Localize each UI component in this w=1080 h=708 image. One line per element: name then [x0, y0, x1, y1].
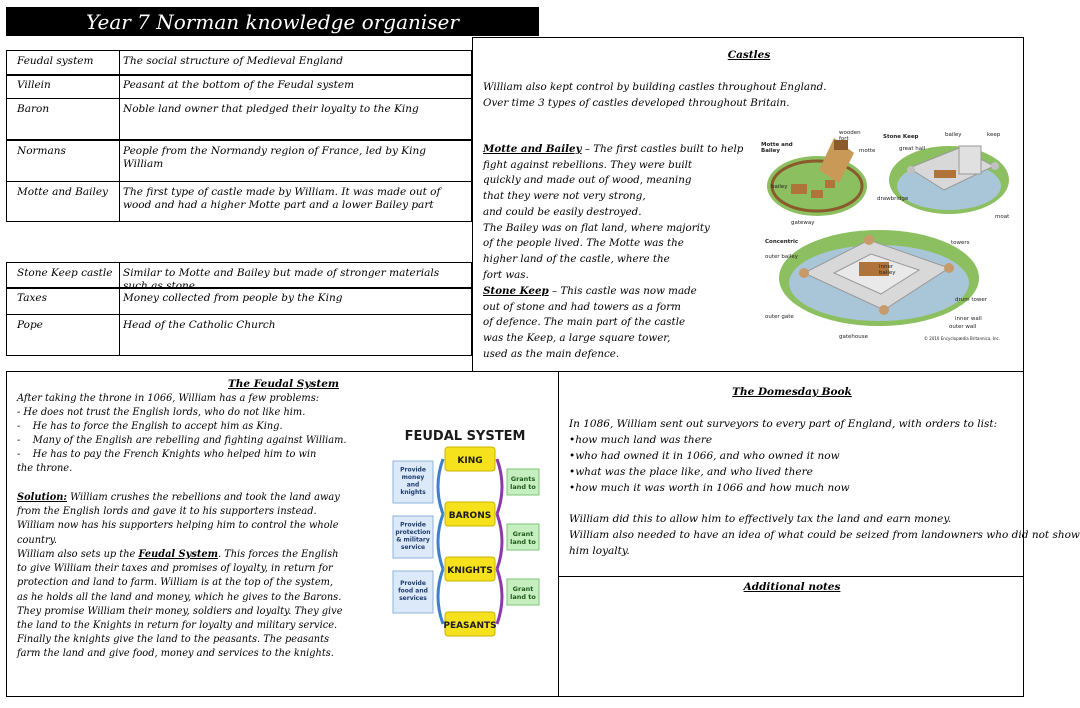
rank-label: KNIGHTS — [447, 566, 493, 576]
glossary-definition: The first type of castle made by William. It was made out of wood and had a higher Motte part and a lower Bailey part — [123, 186, 441, 211]
glossary-definition: The social structure of Medieval England — [123, 55, 343, 67]
glossary-row — [6, 98, 472, 140]
up-arrow — [438, 514, 443, 569]
diagram-title: FEUDAL SYSTEM — [404, 429, 526, 444]
domesday-panel — [558, 371, 1080, 577]
label-outer-bailey: outer bailey — [765, 254, 798, 260]
stone-keep-title: Stone Keep — [483, 285, 549, 297]
domesday-bullet-1: •how much land was there — [569, 434, 713, 446]
glossary-row — [6, 262, 472, 292]
right-box-label: land to — [510, 483, 536, 491]
domesday-intro: In 1086, William sent out surveyors to every part of England, with orders to list: — [569, 418, 998, 430]
left-box-label: food and — [398, 587, 428, 595]
glossary-row — [6, 287, 472, 315]
label-wooden-fort: wooden fort — [839, 130, 861, 142]
page-title: Year 7 Norman knowledge organiser — [6, 7, 539, 36]
label-concentric: Concentric — [765, 239, 799, 245]
label-motte-and-bailey: Motte and Bailey — [761, 142, 793, 154]
label-copyright: © 2010 Encyclopædia Britannica, Inc. — [924, 336, 1001, 341]
rank-label: BARONS — [448, 511, 492, 521]
feudal-panel — [6, 371, 559, 697]
feudal-system-diagram — [385, 422, 547, 640]
label-towers: towers — [951, 240, 970, 246]
left-box-label: & military — [396, 536, 430, 544]
motte-and-bailey-text: Motte and Bailey – The first castles built to help fight against rebellions. They were built quickly and made out of wood, meaning that they were not very strong, and could be easily destroyed. The Bailey was on flat land, where majority of the people lived. The Motte was the higher land of the castle, where the fort was. — [483, 143, 744, 281]
feudal-bullet-3: - He has to pay the French Knights who helped him to win — [17, 449, 317, 460]
glossary-term: Stone Keep castle — [17, 267, 113, 279]
left-box-label: knights — [400, 489, 426, 496]
up-arrow — [438, 459, 443, 514]
glossary-definition: Noble land owner that pledged their loyalty to the King — [123, 103, 419, 115]
left-box-label: and — [406, 481, 420, 489]
glossary-term: Baron — [17, 103, 50, 115]
label-bailey-2: bailey — [945, 132, 962, 138]
glossary-term: Taxes — [17, 292, 47, 304]
rank-label: PEASANTS — [443, 621, 497, 631]
right-box-label: land to — [510, 538, 536, 546]
feudal-solution: Solution: William crushes the rebellions and took the land away from the English lords and gave it to his supporters instead. William now has his supporters helping him to control the whole country. — [17, 492, 340, 546]
castles-heading: Castles — [727, 49, 771, 61]
right-box-label: land to — [510, 593, 536, 601]
down-arrow — [497, 459, 502, 514]
label-stone-keep: Stone Keep — [883, 134, 919, 140]
glossary-row — [6, 314, 472, 356]
label-motte: motte — [859, 148, 876, 154]
label-keep: keep — [987, 132, 1001, 138]
domesday-bullet-2: •who had owned it in 1066, and who owned it now — [569, 450, 840, 462]
glossary-term: Normans — [17, 145, 66, 157]
left-box-label: money — [401, 474, 425, 481]
glossary-term: Villein — [17, 79, 51, 91]
glossary-row — [6, 50, 472, 76]
glossary-term: Motte and Bailey — [17, 186, 108, 198]
label-bailey: bailey — [771, 184, 788, 190]
left-box-label: Provide — [400, 521, 426, 529]
glossary-definition: Peasant at the bottom of the Feudal system — [123, 79, 355, 91]
left-box-label: service — [400, 544, 426, 551]
feudal-bullet-1: - He has to force the English to accept him as King. — [17, 421, 283, 432]
glossary-row — [6, 74, 472, 99]
label-outer-wall: outer wall — [949, 324, 977, 330]
glossary-term: Feudal system — [17, 55, 94, 67]
domesday-bullet-3: •what was the place like, and who lived there — [569, 466, 813, 478]
left-box-label: Provide — [400, 466, 426, 474]
right-box-label: Grant — [512, 530, 534, 538]
label-outer-gate: outer gate — [765, 314, 794, 320]
feudal-bullet-tail: the throne. — [17, 463, 73, 474]
castles-intro: William also kept control by building castles throughout England. Over time 3 types of castles developed throughout Britain. — [483, 81, 827, 109]
label-gateway: gateway — [791, 220, 815, 226]
up-arrow — [438, 569, 443, 624]
label-inner-wall: inner wall — [955, 316, 982, 322]
glossary-term: Pope — [17, 319, 43, 331]
label-inner-bailey: inner bailey — [879, 264, 896, 276]
feudal-heading: The Feudal System — [227, 378, 339, 390]
glossary-definition: Similar to Motte and Bailey but made of stronger materials such as stone — [123, 267, 440, 292]
motte-and-bailey-title: Motte and Bailey — [483, 143, 582, 155]
label-drum-tower: drum tower — [955, 297, 988, 303]
right-box-label: Grant — [512, 585, 534, 593]
castles-panel — [472, 37, 1024, 372]
glossary-row — [6, 181, 472, 222]
rank-label: KING — [457, 456, 483, 466]
down-arrow — [497, 514, 502, 569]
domesday-heading: The Domesday Book — [732, 386, 852, 398]
feudal-intro: After taking the throne in 1066, William has a few problems: - He does not trust the English lords, who do not like him. — [17, 393, 320, 419]
left-box-label: protection — [395, 529, 431, 536]
glossary-row — [6, 140, 472, 182]
left-box-label: Provide — [400, 580, 426, 587]
notes-heading: Additional notes — [743, 581, 841, 593]
stone-keep-text: Stone Keep – This castle was now made out of stone and had towers as a form of defence. The main part of the castle was the Keep, a large square tower, used as the main defence. — [483, 285, 697, 360]
notes-panel — [558, 576, 1024, 697]
domesday-bullet-4: •how much it was worth in 1066 and how much now — [569, 482, 850, 494]
right-box-label: Grants — [510, 475, 536, 483]
glossary-definition: Money collected from people by the King — [123, 292, 343, 304]
glossary-definition: People from the Normandy region of France, led by King William — [123, 145, 426, 170]
label-moat: moat — [995, 214, 1010, 220]
feudal-setup: William also sets up the Feudal System. This forces the English to give William their taxes and promises of loyalty, in return for protection and land to farm. William is at the top of the system, as he holds all the land and money, which he gives to the Barons. They promise William their money, soldiers and loyalty. They give the land to the Knights in return for loyalty and military service. Finally the knights give the land to the peasants. The peasants farm the land and give food, money and services to the knights. — [17, 549, 343, 660]
left-box-label: services — [399, 595, 427, 602]
feudal-bullet-2: - Many of the English are rebelling and fighting against William. — [17, 435, 347, 446]
castle-types-illustration — [759, 128, 1019, 353]
label-gatehouse: gatehouse — [839, 334, 868, 340]
label-great-hall: great hall — [899, 146, 926, 152]
domesday-outro: William did this to allow him to effectively tax the land and earn money. William also needed to have an idea of what could be seized from landowners who did not show him loyalty. — [569, 513, 1080, 557]
label-drawbridge: drawbridge — [877, 196, 909, 202]
glossary-definition: Head of the Catholic Church — [123, 319, 276, 331]
down-arrow — [497, 569, 502, 624]
solution-label: Solution: — [17, 492, 67, 503]
